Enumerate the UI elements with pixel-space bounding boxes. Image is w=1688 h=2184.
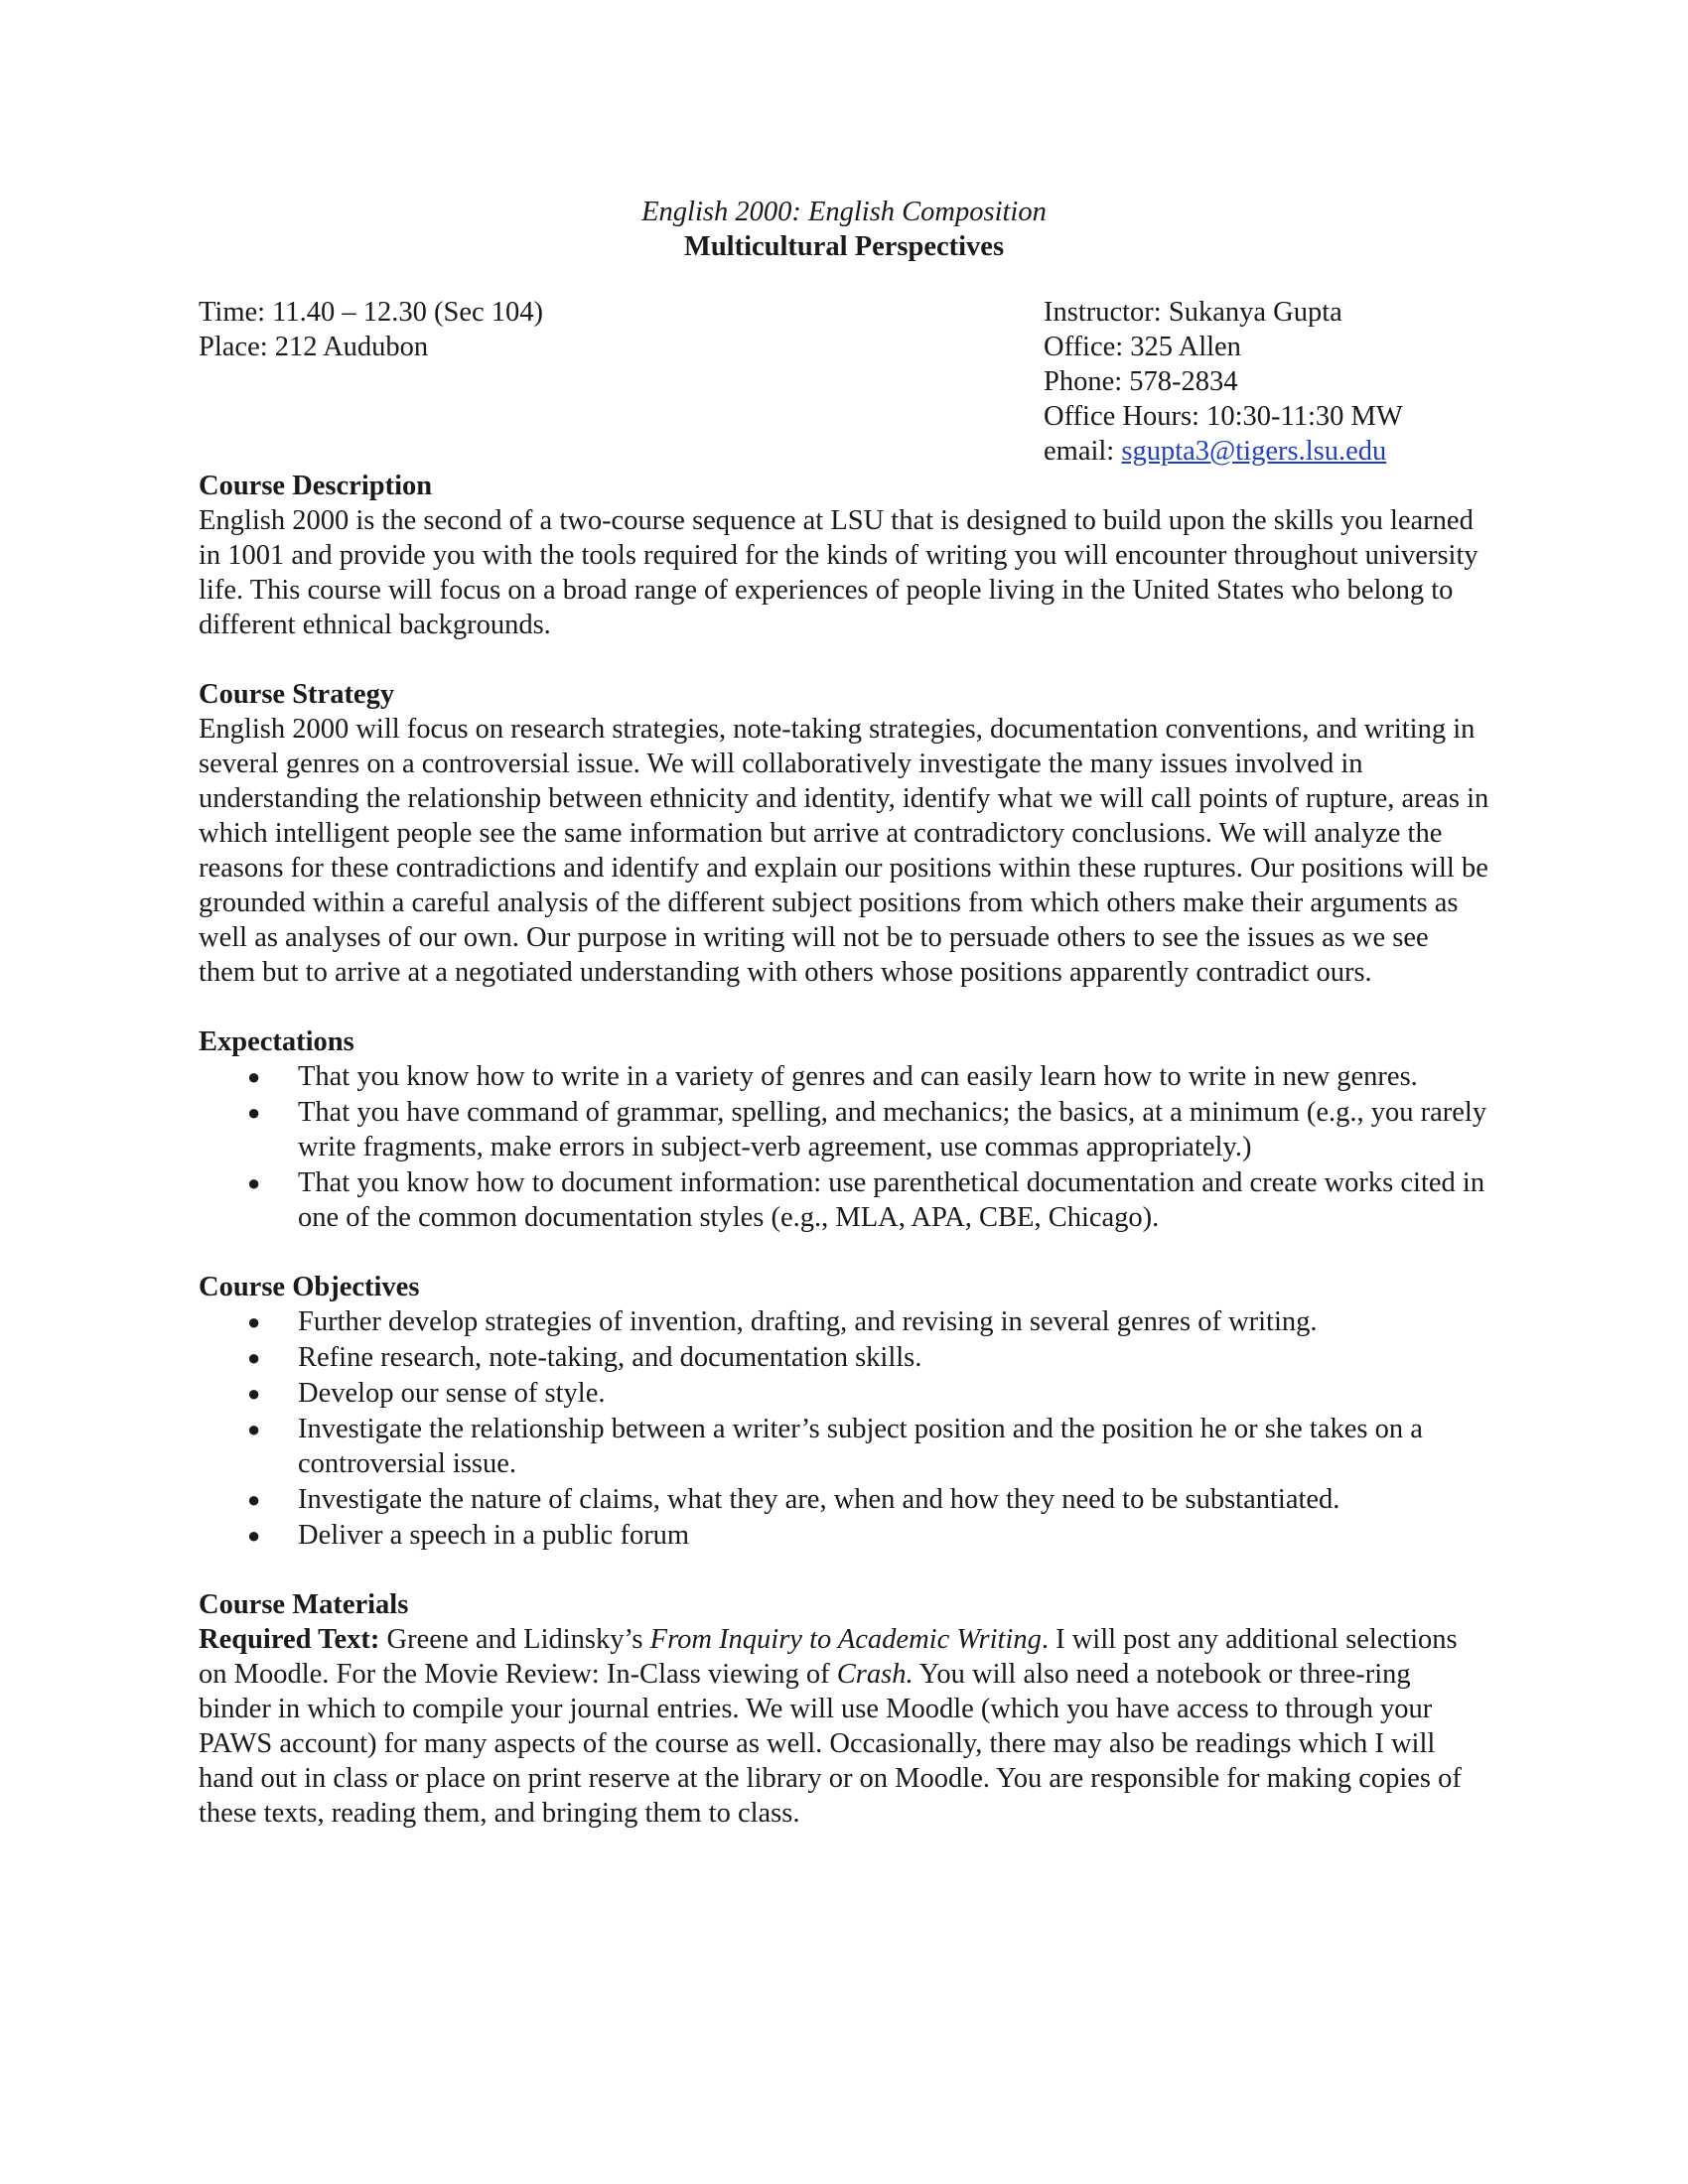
objective-text: Investigate the relationship between a writer’s subject position and the position he or she takes on a controversial issue.	[298, 1414, 1423, 1479]
objective-text: Refine research, note-taking, and documentation skills.	[298, 1342, 922, 1373]
course-description-section	[199, 469, 1489, 642]
course-strategy-text: English 2000 will focus on research strategies, note-taking strategies, documentation conventions, and writing in several genres on a controversial issue. We will collaboratively investigate the many issues involved in understanding the relationship between ethnicity and identity, identify what we will call points of rupture, areas in which intelligent people see the same information but arrive at contradictory conclusions. We will analyze the reasons for these contradictions and identify and explain our positions within these ruptures. Our positions will be grounded within a careful analysis of the different subject positions from which others make their arguments as well as analyses of our own. Our purpose in writing will not be to persuade others to see the issues as we see them but to arrive at a negotiated understanding with others whose positions apparently contradict ours.	[199, 714, 1489, 988]
instructor-name: Instructor: Sukanya Gupta	[1044, 297, 1342, 328]
list-item	[199, 1059, 1489, 1094]
email-label: email:	[1044, 436, 1122, 467]
email-link[interactable]: sgupta3@tigers.lsu.edu	[1121, 436, 1387, 467]
course-description-heading: Course Description	[199, 471, 433, 501]
list-item	[199, 1095, 1489, 1164]
bullet-icon: ●	[247, 1487, 261, 1512]
bullet-icon: ●	[247, 1064, 261, 1089]
bullet-icon: ●	[247, 1170, 261, 1195]
objective-text: Investigate the nature of claims, what they are, when and how they need to be substantiated.	[298, 1484, 1340, 1515]
course-objectives-heading: Course Objectives	[199, 1272, 420, 1302]
expectation-text: That you have command of grammar, spelling, and mechanics; the basics, at a minimum (e.g., you rarely write fragments, make errors in subject-verb agreement, use commas appropriately.)	[298, 1097, 1487, 1162]
office-hours: Office Hours: 10:30-11:30 MW	[1044, 401, 1403, 432]
bullet-icon: ●	[247, 1381, 261, 1406]
bullet-icon: ●	[247, 1345, 261, 1370]
instructor-email-line	[1044, 434, 1403, 469]
list-item	[199, 1165, 1489, 1235]
bullet-icon: ●	[247, 1100, 261, 1125]
course-title: English 2000: English Composition	[641, 197, 1047, 227]
bullet-icon: ●	[247, 1417, 261, 1441]
expectations-section	[199, 1024, 1489, 1235]
objective-text: Further develop strategies of invention, drafting, and revising in several genres of writing.	[298, 1306, 1318, 1337]
list-item	[199, 1340, 1489, 1375]
expectations-heading: Expectations	[199, 1026, 354, 1057]
syllabus-page	[199, 195, 1489, 1831]
course-info	[199, 295, 1489, 469]
objective-text: Deliver a speech in a public forum	[298, 1520, 690, 1551]
movie-title: Crash.	[836, 1659, 914, 1690]
class-place: Place: 212 Audubon	[199, 332, 429, 362]
expectation-text: That you know how to document information: use parenthetical documentation and create works cited in one of the common documentation styles (e.g., MLA, APA, CBE, Chicago).	[298, 1167, 1485, 1233]
instructor-office: Office: 325 Allen	[1044, 332, 1241, 362]
book-title: From Inquiry to Academic Writing	[649, 1624, 1042, 1655]
class-time: Time: 11.40 – 12.30 (Sec 104)	[199, 297, 544, 328]
materials-text-b: . I will post any additional selections on Moodle. For the Movie Review: In-Class viewing of	[199, 1624, 1458, 1690]
course-materials-heading: Course Materials	[199, 1589, 409, 1620]
course-strategy-section	[199, 677, 1489, 990]
materials-text-a: Greene and Lidinsky’s	[379, 1624, 650, 1655]
list-item	[199, 1376, 1489, 1411]
list-item	[199, 1482, 1489, 1517]
required-text-label: Required Text:	[199, 1624, 380, 1655]
course-subtitle: Multicultural Perspectives	[683, 231, 1005, 262]
objective-text: Develop our sense of style.	[298, 1378, 606, 1409]
course-materials-section	[199, 1587, 1489, 1831]
instructor-info	[1044, 295, 1403, 469]
course-objectives-section	[199, 1270, 1489, 1553]
course-materials-text	[199, 1622, 1489, 1831]
list-item	[199, 1518, 1489, 1553]
course-strategy-heading: Course Strategy	[199, 679, 395, 710]
list-item	[199, 1304, 1489, 1339]
course-description-text: English 2000 is the second of a two-course sequence at LSU that is designed to build upon the skills you learned in 1001 and provide you with the tools required for the kinds of writing you will encounter throughout university life. This course will focus on a broad range of experiences of people living in the United States who belong to different ethnical backgrounds.	[199, 505, 1478, 640]
bullet-icon: ●	[247, 1523, 261, 1548]
instructor-phone: Phone: 578-2834	[1044, 366, 1238, 397]
course-header	[199, 195, 1489, 264]
expectations-list	[199, 1059, 1489, 1235]
materials-text-c: You will also need a notebook or three-ring binder in which to compile your journal entries. We will use Moodle (which you have access to through your PAWS account) for many aspects of the course as well. Occasionally, there may also be readings which I will hand out in class or place on print reserve at the library or on Moodle. You are responsible for making copies of these texts, reading them, and bringing them to class.	[199, 1659, 1462, 1829]
list-item	[199, 1412, 1489, 1481]
bullet-icon: ●	[247, 1309, 261, 1334]
expectation-text: That you know how to write in a variety of genres and can easily learn how to write in new genres.	[298, 1061, 1418, 1092]
class-logistics	[199, 295, 543, 364]
objectives-list	[199, 1304, 1489, 1553]
